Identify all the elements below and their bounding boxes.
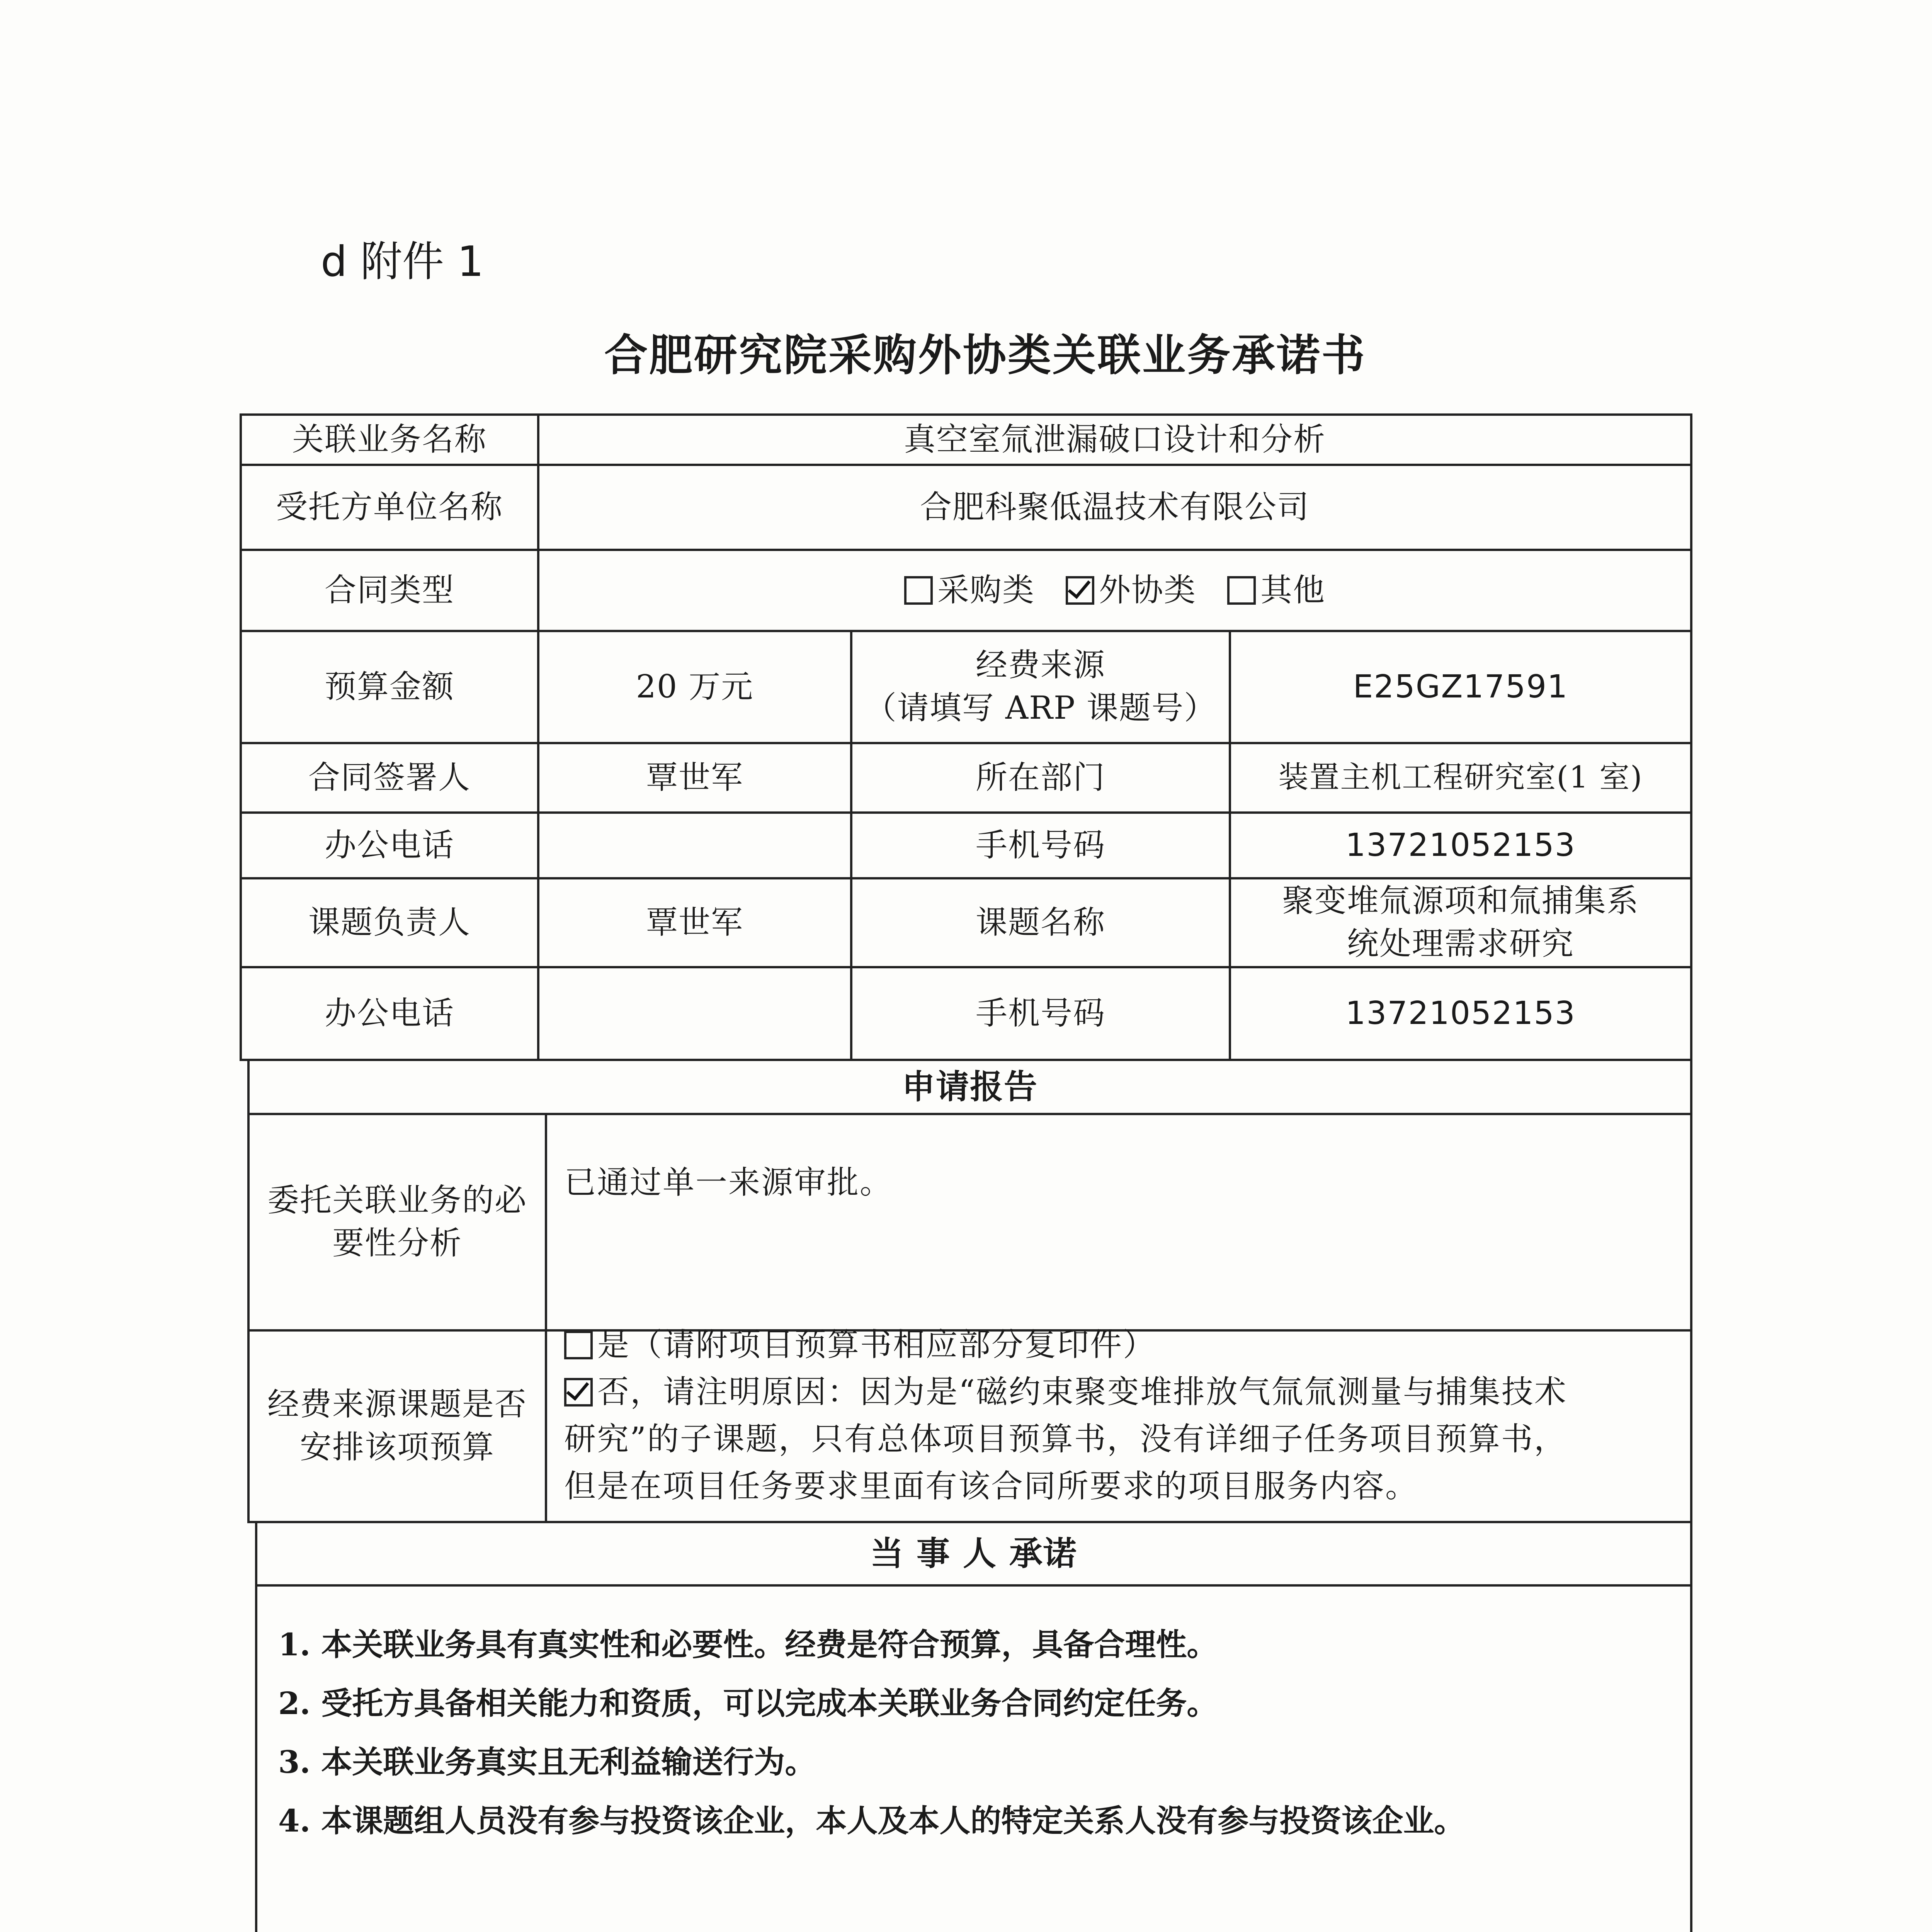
attachment-label: d 附件 1	[321, 238, 484, 286]
budget-question-line-1: 经费来源课题是否	[267, 1386, 527, 1423]
purchase-checkbox[interactable]	[904, 576, 933, 605]
mobile-label-2: 手机号码	[975, 995, 1105, 1032]
answer-yes-row	[564, 1321, 1685, 1369]
promise-item-2: 2. 受托方具备相关能力和资质，可以完成本关联业务合同约定任务。	[278, 1685, 1218, 1721]
project-name-value	[1231, 879, 1690, 966]
promise-list	[278, 1615, 1677, 1850]
business-name-value: 真空室氚泄漏破口设计和分析	[903, 421, 1326, 458]
other-checkbox[interactable]	[1227, 576, 1256, 605]
yes-checkbox[interactable]	[564, 1331, 593, 1359]
no-line-1: 否，请注明原因：因为是“磁约束聚变堆排放气氚氚测量与捕集技术	[597, 1374, 1567, 1410]
mobile-value-1: 13721052153	[1345, 827, 1576, 864]
entrusted-label: 受托方单位名称	[276, 488, 503, 526]
necessity-label-line-2: 要性分析	[332, 1225, 462, 1262]
no-line-2: 研究”的子课题，只有总体项目预算书，没有详细子任务项目预算书，	[564, 1421, 1567, 1458]
promise-item-1: 1. 本关联业务具有真实性和必要性。经费是符合预算，具备合理性。	[278, 1626, 1218, 1663]
contract-type-options	[539, 551, 1690, 630]
budget-label: 预算金额	[324, 668, 454, 705]
dept-value: 装置主机工程研究室(1 室)	[1278, 760, 1643, 795]
project-name-line-1: 聚变堆氚源项和氚捕集系	[1282, 883, 1639, 920]
necessity-text: 已通过单一来源审批。	[564, 1164, 893, 1201]
fund-source-value: E25GZ17591	[1353, 668, 1568, 705]
office-phone-value-1	[539, 814, 850, 877]
outsourcing-label: 外协类	[1099, 571, 1196, 609]
promise-item-3: 3. 本关联业务真实且无利益输送行为。	[278, 1744, 816, 1780]
contract-type-outsourcing[interactable]	[1066, 569, 1196, 612]
budget-question-label	[250, 1332, 545, 1521]
yes-text: 是（请附项目预算书相应部分复印件）	[597, 1327, 1156, 1363]
mobile-label-1: 手机号码	[975, 827, 1105, 864]
no-checkbox[interactable]	[564, 1378, 593, 1406]
fund-source-label: 经费来源	[975, 647, 1105, 684]
necessity-label-line-1: 委托关联业务的必	[267, 1182, 527, 1219]
answer-no-row	[564, 1369, 1685, 1416]
no-line-3: 但是在项目任务要求里面有该合同所要求的项目服务内容。	[564, 1468, 1418, 1505]
signer-label: 合同签署人	[308, 759, 471, 796]
project-name-line-2: 统处理需求研究	[1347, 925, 1574, 962]
budget-question-answer	[564, 1321, 1685, 1510]
project-name-label: 课题名称	[975, 904, 1105, 941]
pi-label: 课题负责人	[308, 904, 471, 941]
entrusted-value: 合肥科聚低温技术有限公司	[920, 488, 1310, 526]
budget-value: 20 万元	[636, 668, 754, 705]
contract-type-purchase[interactable]	[904, 569, 1035, 612]
fund-source-hint: （请填写 ARP 课题号）	[864, 690, 1217, 726]
office-phone-value-2	[539, 968, 850, 1059]
fund-source-label-cell	[852, 632, 1229, 742]
signer-value: 覃世军	[646, 759, 743, 796]
contract-type-label: 合同类型	[324, 571, 454, 609]
purchase-label: 采购类	[937, 571, 1035, 609]
business-name-label: 关联业务名称	[292, 421, 487, 458]
budget-question-line-2: 安排该项预算	[299, 1429, 495, 1466]
other-label: 其他	[1260, 571, 1326, 609]
dept-label: 所在部门	[975, 759, 1105, 796]
promise-section-title: 当 事 人 承诺	[870, 1534, 1077, 1573]
office-phone-label-1: 办公电话	[324, 827, 454, 864]
contract-type-other[interactable]	[1227, 569, 1325, 612]
application-section-title: 申请报告	[902, 1067, 1038, 1106]
necessity-label	[250, 1115, 545, 1329]
page-title: 合肥研究院采购外协类关联业务承诺书	[604, 330, 1366, 381]
mobile-value-2: 13721052153	[1345, 995, 1576, 1032]
pi-value: 覃世军	[646, 904, 743, 941]
office-phone-label-2: 办公电话	[324, 995, 454, 1032]
promise-item-4: 4. 本课题组人员没有参与投资该企业，本人及本人的特定关系人没有参与投资该企业。	[278, 1803, 1465, 1839]
outsourcing-checkbox[interactable]	[1066, 576, 1094, 605]
